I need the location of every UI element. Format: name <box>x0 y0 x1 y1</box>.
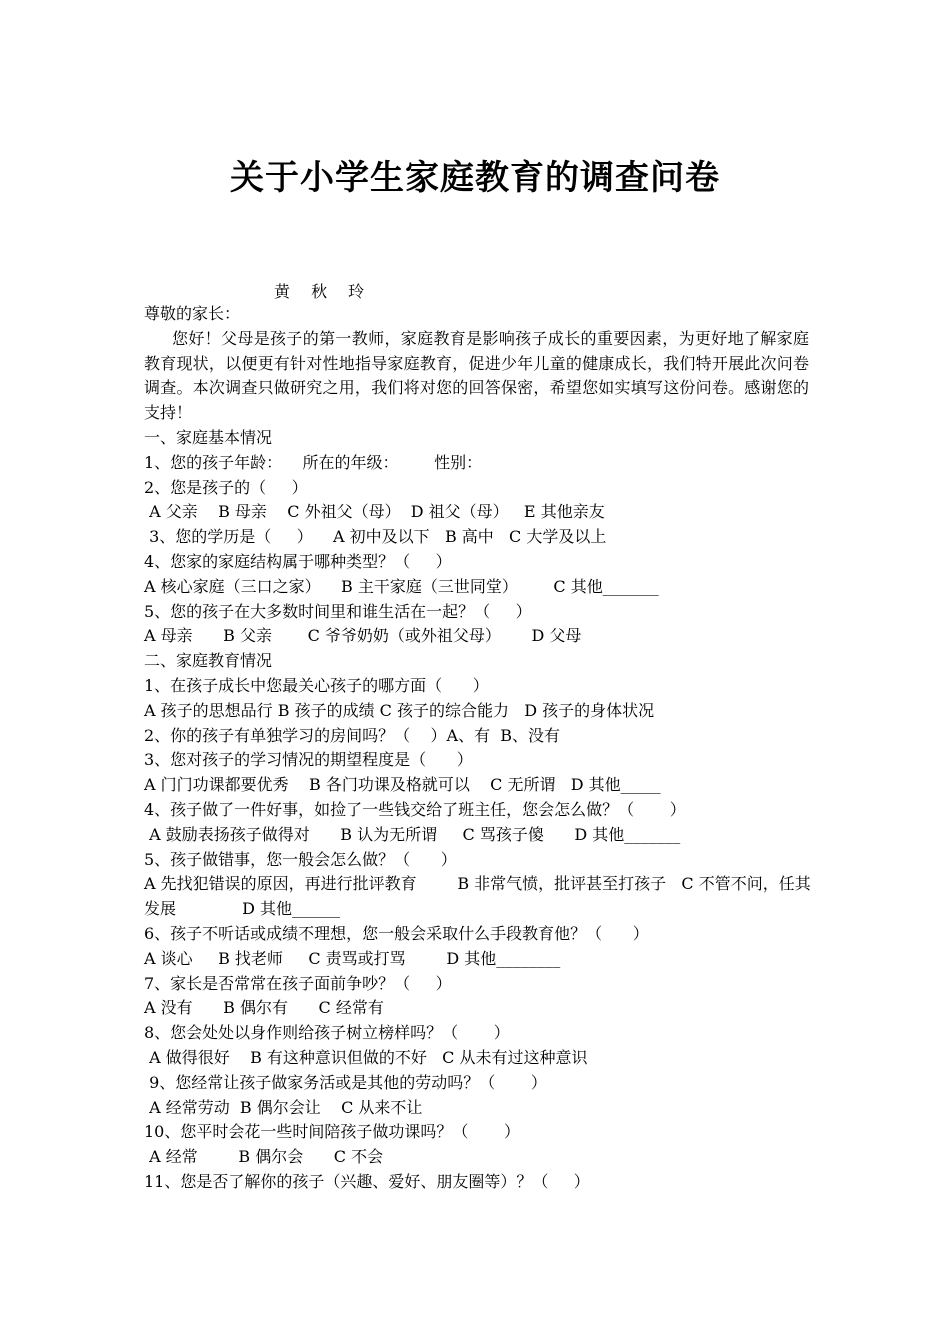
survey-line: A 核心家庭（三口之家） B 主干家庭（三世同堂） C 其他_______ <box>144 576 659 596</box>
survey-line: 4、您家的家庭结构属于哪种类型？（ ） <box>144 551 452 571</box>
survey-line: 2、你的孩子有单独学习的房间吗？（ ）A、有 B、没有 <box>144 725 561 745</box>
survey-line: A 父亲 B 母亲 C 外祖父（母） D 祖父（母） E 其他亲友 <box>144 502 605 522</box>
survey-line: 11、您是否了解你的孩子（兴趣、爱好、朋友圈等）？（ ） <box>144 1171 590 1191</box>
survey-line: 3、您对孩子的学习情况的期望程度是（ ） <box>144 750 473 770</box>
survey-line: A 孩子的思想品行 B 孩子的成绩 C 孩子的综合能力 D 孩子的身体状况 <box>144 700 655 720</box>
survey-line: A 门门功课都要优秀 B 各门功课及格就可以 C 无所谓 D 其他_____ <box>144 775 661 795</box>
survey-line: 一、家庭基本情况 <box>144 427 273 447</box>
survey-line: A 做得很好 B 有这种意识但做的不好 C 从未有过这种意识 <box>144 1047 588 1067</box>
page-title: 关于小学生家庭教育的调查问卷 <box>230 158 720 198</box>
survey-line: 二、家庭教育情况 <box>144 651 273 671</box>
survey-line: 1、您的孩子年龄： 所在的年级： 性别： <box>144 452 483 472</box>
survey-line: 7、家长是否常常在孩子面前争吵？（ ） <box>144 973 452 993</box>
survey-line: 10、您平时会花一些时间陪孩子做功课吗？（ ） <box>144 1122 520 1142</box>
survey-line: 5、孩子做错事，您一般会怎么做？（ ） <box>144 849 457 869</box>
greeting: 尊敬的家长： <box>144 304 241 323</box>
survey-line: A 母亲 B 父亲 C 爷爷奶奶（或外祖父母） D 父母 <box>144 626 582 646</box>
survey-line: A 先找犯错误的原因，再进行批评教育 B 非常气愤，批评甚至打孩子 C 不管不问，任其 <box>144 874 811 894</box>
survey-line: A 谈心 B 找老师 C 责骂或打骂 D 其他________ <box>144 948 561 968</box>
survey-line: 发展 D 其他______ <box>144 899 341 919</box>
author-name: 黄 秋 玲 <box>274 282 373 301</box>
question-list <box>144 426 809 1195</box>
survey-line: 2、您是孩子的（ ） <box>144 477 308 497</box>
survey-line: 3、您的学历是（ ） A 初中及以下 B 高中 C 大学及以上 <box>144 527 607 547</box>
survey-body <box>144 302 809 1195</box>
survey-line: A 鼓励表扬孩子做得对 B 认为无所谓 C 骂孩子傻 D 其他_______ <box>144 824 681 844</box>
survey-line: 5、您的孩子在大多数时间里和谁生活在一起？（ ） <box>144 601 532 621</box>
survey-line: 4、孩子做了一件好事，如捡了一些钱交给了班主任，您会怎么做？（ ） <box>144 799 686 819</box>
intro-paragraph: 您好！父母是孩子的第一教师，家庭教育是影响孩子成长的重要因素，为更好地了解家庭教育现状，以便更有针对性地指导家庭教育，促进少年儿童的健康成长，我们特开展此次问卷调查。本次调查只做研究之用，我们将对您的回答保密，希望您如实填写这份问卷。感谢您的支持！ <box>144 328 809 423</box>
survey-line: 1、在孩子成长中您最关心孩子的哪方面（ ） <box>144 675 489 695</box>
survey-line: A 没有 B 偶尔有 C 经常有 <box>144 998 384 1018</box>
survey-line: A 经常劳动 B 偶尔会让 C 从来不让 <box>144 1097 423 1117</box>
survey-line: 8、您会处处以身作则给孩子树立榜样吗？（ ） <box>144 1023 510 1043</box>
survey-line: 6、孩子不听话或成绩不理想，您一般会采取什么手段教育他？（ ） <box>144 923 649 943</box>
survey-line: 9、您经常让孩子做家务活或是其他的劳动吗？（ ） <box>144 1072 547 1092</box>
survey-line: A 经常 B 偶尔会 C 不会 <box>144 1147 384 1167</box>
